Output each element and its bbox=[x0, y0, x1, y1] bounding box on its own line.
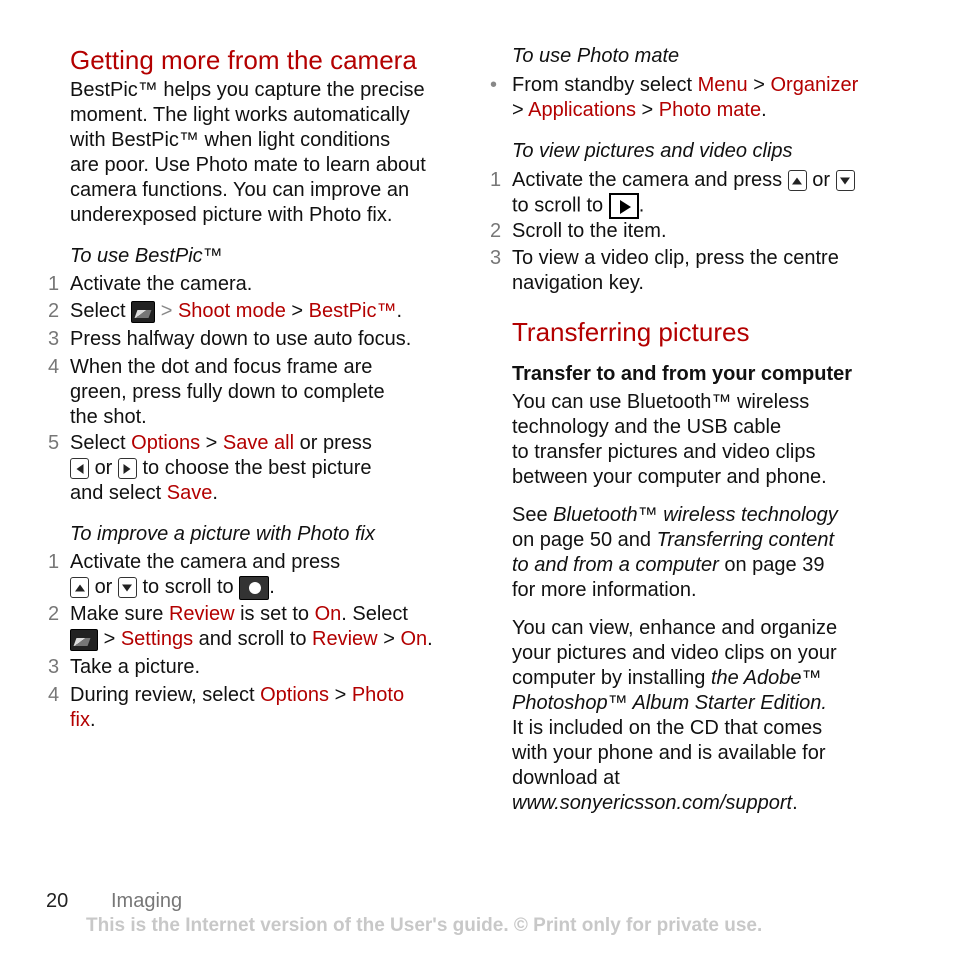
para-line: You can view, enhance and organize bbox=[512, 617, 838, 639]
menu-link-shoot-mode[interactable]: Shoot mode bbox=[177, 300, 286, 322]
step-text: and scroll to bbox=[198, 628, 307, 650]
section-heading-camera: Getting more from the camera bbox=[70, 45, 417, 75]
para-line: with your phone and is available for bbox=[512, 742, 826, 764]
step-text: or press bbox=[299, 432, 372, 454]
step-text: During review, select bbox=[70, 684, 255, 706]
step-number: 4 bbox=[48, 684, 60, 706]
step-line bbox=[70, 456, 372, 481]
view-step-1 bbox=[512, 168, 855, 219]
menu-link-save[interactable]: Save bbox=[166, 482, 213, 504]
intro-line: underexposed picture with Photo fix. bbox=[70, 204, 393, 226]
menu-link-review[interactable]: Review bbox=[312, 628, 378, 650]
step-text: or bbox=[94, 576, 113, 598]
bullet: • bbox=[490, 74, 498, 96]
nav-left-icon bbox=[70, 458, 89, 479]
photofix-step-4 bbox=[70, 683, 404, 733]
step-text: . Select bbox=[341, 603, 408, 625]
transfer-paragraph-2 bbox=[512, 503, 838, 603]
nav-up-icon bbox=[788, 170, 807, 191]
step-text: Press halfway down to use auto focus. bbox=[70, 328, 412, 350]
para-line bbox=[512, 791, 837, 816]
cross-reference: Transferring content bbox=[656, 529, 835, 551]
photomate-title: To use Photo mate bbox=[512, 45, 680, 67]
step-number: 2 bbox=[48, 300, 60, 322]
step-text: to choose the best picture bbox=[142, 457, 372, 479]
view-step-3 bbox=[512, 246, 839, 296]
step-text: To view a video clip, press the centre bbox=[512, 247, 839, 269]
step-number: 3 bbox=[490, 247, 502, 269]
step-line bbox=[70, 575, 340, 600]
menu-link-review[interactable]: Review bbox=[168, 603, 235, 625]
cross-reference: to and from a computer bbox=[512, 554, 719, 576]
step-number: 5 bbox=[48, 432, 60, 454]
step-text: Activate the camera and press bbox=[512, 169, 783, 191]
step-text: is set to bbox=[240, 603, 309, 625]
bestpic-step-4 bbox=[70, 355, 385, 430]
step-number: 1 bbox=[48, 273, 60, 295]
view-title: To view pictures and video clips bbox=[512, 140, 793, 162]
menu-link-photo-mate[interactable]: Photo mate bbox=[658, 99, 762, 121]
step-line bbox=[512, 168, 855, 193]
separator: > bbox=[160, 300, 173, 322]
photomate-step bbox=[512, 73, 858, 123]
step-text: When the dot and focus frame are bbox=[70, 356, 373, 378]
view-step-2 bbox=[512, 219, 667, 244]
step-line bbox=[70, 481, 372, 506]
para-text: computer by installing bbox=[512, 667, 706, 689]
step-line bbox=[512, 193, 855, 219]
para-line: between your computer and phone. bbox=[512, 466, 827, 488]
step-text: Make sure bbox=[70, 603, 164, 625]
separator: > bbox=[205, 432, 218, 454]
intro-paragraph bbox=[70, 78, 426, 228]
step-line bbox=[512, 98, 858, 123]
menu-link-on[interactable]: On bbox=[400, 628, 428, 650]
step-text: Activate the camera and press bbox=[70, 551, 341, 573]
menu-link-applications[interactable]: Applications bbox=[528, 99, 636, 121]
play-icon bbox=[609, 193, 639, 219]
bestpic-title: To use BestPic™ bbox=[70, 245, 223, 267]
bestpic-step-3 bbox=[70, 327, 411, 352]
step-text: From standby select bbox=[512, 74, 693, 96]
step-text: Activate the camera. bbox=[70, 273, 253, 295]
intro-line: camera functions. You can improve an bbox=[70, 179, 410, 201]
intro-line: moment. The light works automatically bbox=[70, 104, 410, 126]
punct: . bbox=[90, 709, 96, 731]
menu-link-bestpic[interactable]: BestPic™ bbox=[308, 300, 397, 322]
photofix-step-3 bbox=[70, 655, 200, 680]
step-line bbox=[512, 73, 858, 98]
intro-line: BestPic™ helps you capture the precise bbox=[70, 79, 425, 101]
photofix-step-2 bbox=[70, 602, 433, 652]
step-text: to scroll to bbox=[142, 576, 234, 598]
camera-icon bbox=[70, 629, 98, 651]
intro-line: are poor. Use Photo mate to learn about bbox=[70, 154, 426, 176]
step-line bbox=[70, 602, 433, 627]
step-number: 1 bbox=[48, 551, 60, 573]
para-line bbox=[512, 528, 838, 553]
step-line bbox=[70, 431, 372, 456]
separator: > bbox=[641, 99, 654, 121]
punct: . bbox=[761, 99, 767, 121]
menu-link-save-all[interactable]: Save all bbox=[222, 432, 295, 454]
step-text: navigation key. bbox=[512, 272, 644, 294]
punct: . bbox=[427, 628, 433, 650]
para-line: for more information. bbox=[512, 579, 697, 601]
nav-up-icon bbox=[70, 577, 89, 598]
nav-right-icon bbox=[118, 458, 137, 479]
punct: . bbox=[269, 576, 275, 598]
punct: . bbox=[212, 482, 218, 504]
step-line bbox=[70, 627, 433, 652]
step-text: to scroll to bbox=[512, 194, 604, 217]
page-number: 20 bbox=[46, 890, 69, 912]
menu-link-options[interactable]: Options bbox=[131, 432, 201, 454]
step-text: Take a picture. bbox=[70, 656, 201, 678]
support-url[interactable]: www.sonyericsson.com/support bbox=[512, 792, 793, 814]
para-line: to transfer pictures and video clips bbox=[512, 441, 816, 463]
menu-link-settings[interactable]: Settings bbox=[120, 628, 194, 650]
bestpic-step-1 bbox=[70, 272, 252, 297]
transfer-paragraph-1 bbox=[512, 390, 827, 490]
separator: > bbox=[291, 300, 304, 322]
product-name: the Adobe™ bbox=[711, 667, 822, 689]
step-number: 3 bbox=[48, 328, 60, 350]
step-text: the shot. bbox=[70, 406, 147, 428]
para-line: It is included on the CD that comes bbox=[512, 717, 823, 739]
nav-down-icon bbox=[118, 577, 137, 598]
para-line bbox=[512, 666, 837, 691]
para-line: your pictures and video clips on your bbox=[512, 642, 837, 664]
step-line bbox=[70, 683, 404, 708]
para-text: on page 50 and bbox=[512, 529, 652, 551]
step-line bbox=[70, 708, 404, 733]
para-text: See bbox=[512, 504, 548, 526]
step-number: 1 bbox=[490, 169, 502, 191]
separator: > bbox=[512, 99, 524, 121]
punct: . bbox=[792, 792, 798, 814]
para-text: on page 39 bbox=[724, 554, 825, 576]
menu-link-menu[interactable]: Menu bbox=[697, 74, 748, 96]
product-name: Photoshop™ Album Starter Edition. bbox=[512, 692, 827, 714]
separator: > bbox=[753, 74, 765, 96]
photofix-title: To improve a picture with Photo fix bbox=[70, 523, 375, 545]
photo-fix-icon bbox=[239, 576, 269, 600]
menu-link-photo-fix[interactable]: fix bbox=[70, 709, 90, 731]
bestpic-step-2 bbox=[70, 299, 402, 324]
cross-reference: Bluetooth™ wireless technology bbox=[553, 504, 838, 526]
step-text: or bbox=[94, 457, 113, 479]
step-number: 2 bbox=[48, 603, 60, 625]
para-line: You can use Bluetooth™ wireless bbox=[512, 391, 810, 413]
step-text: and select bbox=[70, 482, 162, 504]
photofix-step-1 bbox=[70, 550, 340, 600]
para-line bbox=[512, 503, 838, 528]
separator: > bbox=[103, 628, 116, 650]
transfer-subheading: Transfer to and from your computer bbox=[512, 363, 853, 385]
intro-line: with BestPic™ when light conditions bbox=[70, 129, 391, 151]
separator: > bbox=[383, 628, 395, 650]
menu-link-on[interactable]: On bbox=[314, 603, 342, 625]
step-number: 3 bbox=[48, 656, 60, 678]
camera-icon bbox=[131, 301, 155, 323]
menu-link-options[interactable]: Options bbox=[260, 684, 330, 706]
step-text: Scroll to the item. bbox=[512, 220, 667, 242]
punct: . bbox=[638, 194, 645, 217]
step-text: or bbox=[812, 169, 831, 191]
bestpic-step-5 bbox=[70, 431, 372, 506]
punct: . bbox=[396, 300, 403, 322]
menu-link-organizer[interactable]: Organizer bbox=[770, 74, 859, 96]
step-text: green, press fully down to complete bbox=[70, 381, 385, 403]
para-line bbox=[512, 553, 838, 578]
menu-link-photo-fix[interactable]: Photo bbox=[351, 684, 405, 706]
section-heading-transfer: Transferring pictures bbox=[512, 317, 750, 347]
step-text: Select bbox=[70, 300, 126, 322]
separator: > bbox=[334, 684, 347, 706]
footer-notice: This is the Internet version of the User's guide. © Print only for private use. bbox=[86, 915, 763, 936]
section-name: Imaging bbox=[111, 890, 183, 912]
step-number: 4 bbox=[48, 356, 60, 378]
transfer-paragraph-3 bbox=[512, 616, 837, 816]
step-number: 2 bbox=[490, 220, 502, 242]
para-line: technology and the USB cable bbox=[512, 416, 782, 438]
para-line: download at bbox=[512, 767, 620, 789]
nav-down-icon bbox=[836, 170, 855, 191]
step-text: Select bbox=[70, 432, 126, 454]
